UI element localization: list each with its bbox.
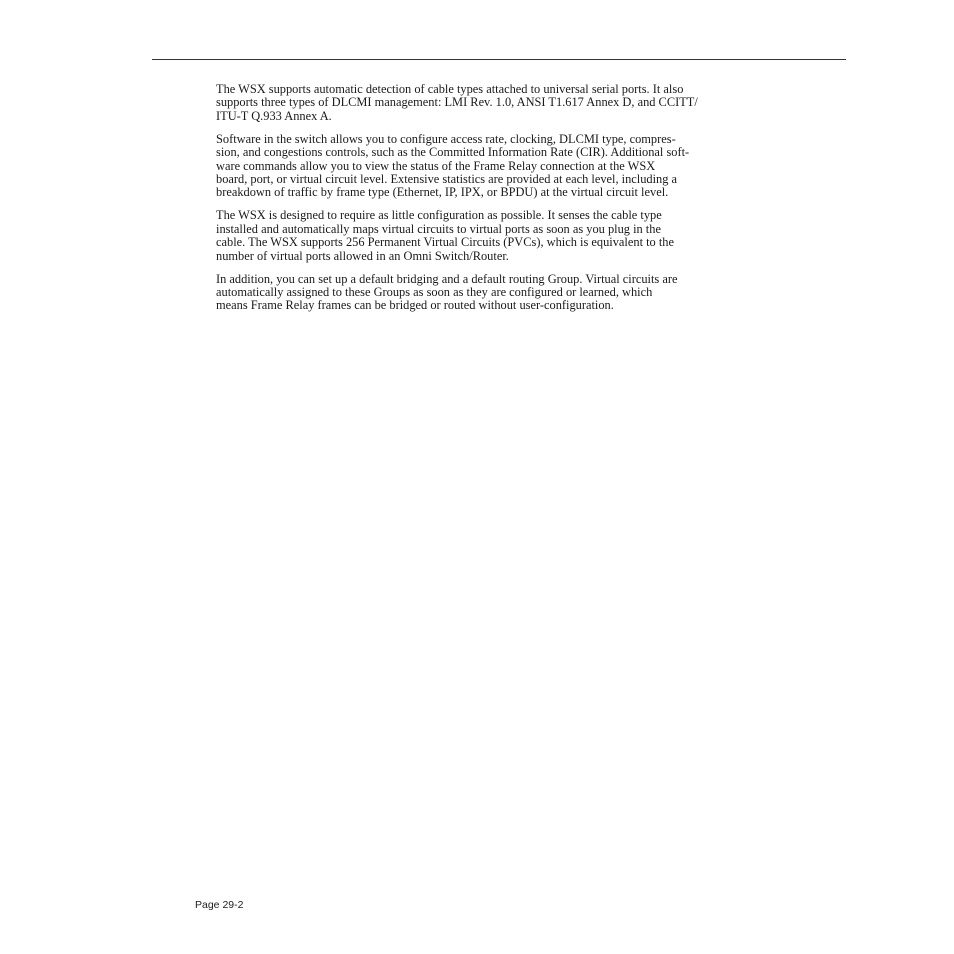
paragraph-switch-software bbox=[216, 133, 761, 200]
text-line: supports three types of DLCMI management: LMI Rev. 1.0, ANSI T1.617 Annex D, and CCITT/ bbox=[216, 95, 698, 110]
text-line: cable. The WSX supports 256 Permanent Virtual Circuits (PVCs), which is equivalent to the bbox=[216, 235, 674, 250]
text-line: In addition, you can set up a default bridging and a default routing Group. Virtual circuits are bbox=[216, 271, 678, 286]
text-line: ITU-T Q.933 Annex A. bbox=[216, 108, 332, 123]
text-line: Software in the switch allows you to configure access rate, clocking, DLCMI type, compres- bbox=[216, 131, 676, 146]
text-line: number of virtual ports allowed in an Omni Switch/Router. bbox=[216, 248, 509, 263]
paragraph-wsx-detection bbox=[216, 83, 761, 123]
paragraph-wsx-configuration bbox=[216, 209, 761, 263]
text-line: breakdown of traffic by frame type (Ethernet, IP, IPX, or BPDU) at the virtual circuit level. bbox=[216, 185, 669, 200]
text-line: board, port, or virtual circuit level. Extensive statistics are provided at each level, including a bbox=[216, 172, 678, 187]
text-line: means Frame Relay frames can be bridged or routed without user-configuration. bbox=[216, 298, 614, 313]
header-rule bbox=[152, 59, 846, 60]
body-text bbox=[216, 83, 761, 322]
text-line: ware commands allow you to view the status of the Frame Relay connection at the WSX bbox=[216, 158, 656, 173]
text-line: The WSX is designed to require as little configuration as possible. It senses the cable type bbox=[216, 208, 662, 223]
page-number: Page 29-2 bbox=[195, 899, 244, 911]
text-line: automatically assigned to these Groups as soon as they are configured or learned, which bbox=[216, 285, 653, 300]
paragraph-default-groups bbox=[216, 273, 761, 313]
text-line: installed and automatically maps virtual circuits to virtual ports as soon as you plug in the bbox=[216, 221, 661, 236]
text-line: sion, and congestions controls, such as the Committed Information Rate (CIR). Additional soft- bbox=[216, 145, 690, 160]
text-line: The WSX supports automatic detection of cable types attached to universal serial ports. It also bbox=[216, 82, 684, 96]
